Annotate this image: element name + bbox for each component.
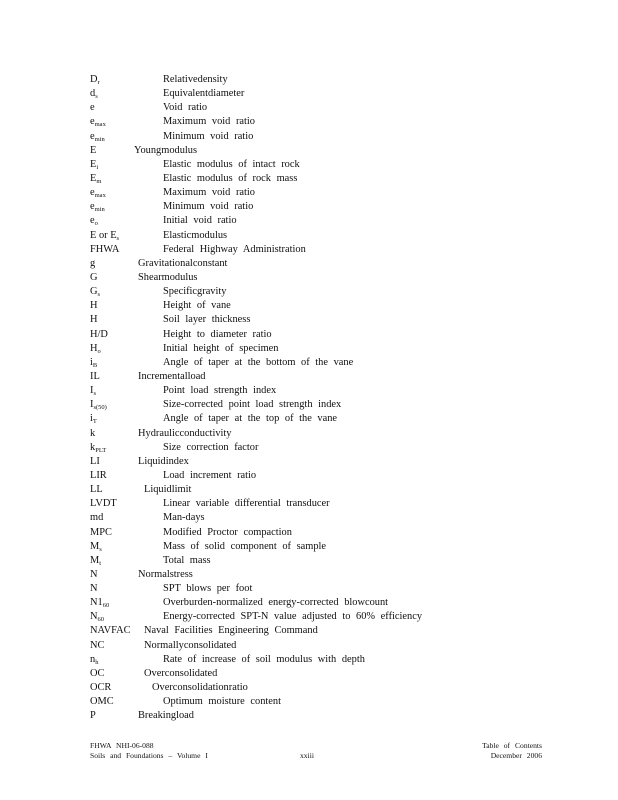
list-item: [90, 398, 550, 412]
symbol-subscript: s: [116, 234, 120, 242]
list-item: [90, 87, 550, 101]
symbol-subscript: m: [96, 177, 102, 185]
symbol-subscript: 60: [97, 616, 105, 624]
list-item: [90, 115, 550, 129]
symbol: [90, 497, 117, 511]
symbol-base: NC: [90, 639, 105, 651]
definition: Shearmodulus: [138, 271, 198, 283]
list-item: [90, 455, 550, 469]
symbol-subscript: PLT: [95, 446, 107, 454]
footer-document-id: FHWA NHI-06-088: [90, 741, 154, 750]
definition: Height of vane: [163, 300, 231, 312]
list-item: [90, 172, 550, 186]
list-item: [90, 313, 550, 327]
definition: Total mass: [163, 554, 211, 566]
symbol-base: e: [90, 201, 95, 213]
list-item: [90, 483, 550, 497]
symbol-base: H: [90, 342, 98, 354]
symbol: [90, 441, 106, 455]
symbol: [90, 596, 109, 610]
definition: Linear variable differential transducer: [163, 498, 330, 510]
list-item: [90, 370, 550, 384]
definition: Initial void ratio: [163, 215, 237, 227]
symbol: [90, 186, 106, 200]
symbol: [90, 115, 106, 129]
symbol-subscript: o: [94, 220, 98, 228]
definition: Breakingload: [138, 710, 194, 722]
symbol-base: k: [90, 427, 96, 439]
definition: Load increment ratio: [163, 469, 257, 481]
list-item: [90, 681, 550, 695]
definition: Elastic modulus of rock mass: [163, 172, 298, 184]
symbol: [90, 624, 131, 638]
list-item: [90, 101, 550, 115]
list-item: [90, 554, 550, 568]
symbol: [90, 342, 101, 356]
symbol-base: LL: [90, 484, 103, 496]
definition: Liquidindex: [138, 455, 189, 467]
symbol-base: E or E: [90, 229, 117, 241]
symbol: [90, 257, 95, 271]
list-item: [90, 384, 550, 398]
definition: Size correction factor: [163, 441, 259, 453]
symbol-base: e: [90, 187, 95, 199]
symbol: [90, 101, 95, 115]
footer-publication-title: Soils and Foundations – Volume I: [90, 751, 208, 760]
list-item: [90, 526, 550, 540]
list-item: [90, 582, 550, 596]
definition: Maximum void ratio: [163, 187, 256, 199]
definition: Mass of solid component of sample: [163, 540, 327, 552]
symbol-base: M: [90, 540, 100, 552]
symbol: [90, 158, 98, 172]
symbol: [90, 384, 96, 398]
list-item: [90, 511, 550, 525]
definition: Man-days: [163, 512, 205, 524]
symbol-base: n: [90, 653, 96, 665]
list-item: [90, 469, 550, 483]
symbol-base: P: [90, 710, 96, 722]
symbol: [90, 695, 114, 709]
definition: Normallyconsolidated: [144, 639, 237, 651]
abbreviation-list: [90, 73, 550, 723]
symbol: [90, 709, 96, 723]
definition: Modified Proctor compaction: [163, 526, 292, 538]
definition: Incrementalload: [138, 370, 206, 382]
symbol-base: k: [90, 441, 96, 453]
symbol-base: H: [90, 300, 98, 312]
symbol: [90, 653, 98, 667]
symbol-subscript: o: [97, 347, 101, 355]
list-item: [90, 568, 550, 582]
symbol-subscript: min: [94, 135, 105, 143]
symbol: [90, 568, 98, 582]
definition: Angle of taper at the bottom of the vane: [163, 356, 354, 368]
list-item: [90, 130, 550, 144]
symbol: [90, 554, 101, 568]
symbol: [90, 200, 105, 214]
definition: Void ratio: [163, 102, 208, 114]
list-item: [90, 271, 550, 285]
symbol: [90, 681, 111, 695]
definition: Naval Facilities Engineering Command: [144, 625, 318, 637]
list-item: [90, 412, 550, 426]
definition: Specificgravity: [163, 286, 227, 298]
symbol: [90, 412, 97, 426]
symbol-base: LIR: [90, 469, 107, 481]
list-item: [90, 158, 550, 172]
symbol-base: OMC: [90, 696, 114, 708]
list-item: [90, 624, 550, 638]
symbol: [90, 511, 103, 525]
definition: Elastic modulus of intact rock: [163, 158, 300, 170]
symbol-base: I: [90, 385, 94, 397]
symbol: [90, 455, 100, 469]
symbol-subscript: i: [96, 163, 99, 171]
list-item: [90, 328, 550, 342]
symbol: [90, 639, 104, 653]
list-item: [90, 299, 550, 313]
symbol: [90, 427, 95, 441]
definition: Energy-corrected SPT-N value adjusted to 60% efficiency: [163, 611, 423, 623]
definition: Gravitationalconstant: [138, 257, 228, 269]
list-item: [90, 427, 550, 441]
footer-page-number: xxiii: [300, 751, 314, 760]
symbol-base: N: [90, 583, 98, 595]
definition: Overconsolidationratio: [152, 682, 248, 694]
symbol-base: OC: [90, 667, 105, 679]
symbol-subscript: s(50): [93, 404, 107, 412]
symbol: [90, 313, 98, 327]
definition: Youngmodulus: [134, 144, 198, 156]
list-item: [90, 229, 550, 243]
symbol-base: E: [90, 158, 97, 170]
symbol-base: d: [90, 88, 96, 100]
symbol-subscript: r: [97, 79, 100, 86]
symbol-subscript: max: [94, 121, 106, 129]
symbol-subscript: T: [92, 418, 97, 426]
symbol: [90, 73, 100, 87]
symbol-base: i: [90, 413, 93, 425]
symbol-base: i: [90, 356, 93, 368]
symbol-base: LI: [90, 455, 100, 467]
definition: Size-corrected point load strength index: [163, 399, 342, 411]
symbol-base: e: [90, 102, 95, 114]
list-item: [90, 144, 550, 158]
symbol: [90, 172, 101, 186]
symbol-base: E: [90, 144, 97, 156]
symbol: [90, 214, 98, 228]
definition: Soil layer thickness: [163, 314, 251, 326]
list-item: [90, 653, 550, 667]
list-item: [90, 709, 550, 723]
symbol-subscript: s: [93, 390, 96, 398]
symbol: [90, 285, 100, 299]
list-item: [90, 667, 550, 681]
list-item: [90, 356, 550, 370]
symbol-subscript: max: [94, 192, 106, 200]
symbol-base: H/D: [90, 328, 108, 340]
symbol-base: E: [90, 172, 97, 184]
list-item: [90, 186, 550, 200]
list-item: [90, 73, 550, 87]
symbol-base: MPC: [90, 526, 112, 538]
definition: Height to diameter ratio: [163, 328, 272, 340]
symbol-base: FHWA: [90, 243, 120, 255]
symbol-base: md: [90, 512, 104, 524]
definition: Equivalentdiameter: [163, 88, 245, 100]
list-item: [90, 695, 550, 709]
definition: SPT blows per foot: [163, 583, 253, 595]
footer-date: December 2006: [490, 751, 542, 760]
symbol: [90, 328, 108, 342]
list-item: [90, 200, 550, 214]
footer-section-title: Table of Contents: [482, 741, 542, 750]
symbol-base: e: [90, 130, 95, 142]
definition: Overburden-normalized energy-corrected blowcount: [163, 597, 389, 609]
list-item: [90, 497, 550, 511]
definition: Elasticmodulus: [163, 229, 228, 241]
symbol-subscript: s: [99, 545, 102, 553]
list-item: [90, 214, 550, 228]
symbol: [90, 610, 104, 624]
symbol-subscript: s: [95, 93, 98, 101]
list-item: [90, 596, 550, 610]
list-item: [90, 639, 550, 653]
symbol: [90, 582, 98, 596]
definition: Minimum void ratio: [163, 201, 254, 213]
list-item: [90, 342, 550, 356]
symbol: [90, 130, 105, 144]
symbol: [90, 526, 112, 540]
symbol-base: LVDT: [90, 498, 117, 510]
symbol-base: NAVFAC: [90, 625, 131, 637]
definition: Initial height of specimen: [163, 342, 279, 354]
symbol-base: G: [90, 271, 98, 283]
symbol-base: M: [90, 554, 100, 566]
definition: Point load strength index: [163, 385, 277, 397]
definition: Hydraulicconductivity: [138, 427, 232, 439]
symbol-base: N: [90, 568, 98, 580]
symbol-base: H: [90, 314, 98, 326]
symbol: [90, 87, 98, 101]
symbol-subscript: s: [97, 291, 101, 299]
symbol: [90, 144, 96, 158]
list-item: [90, 285, 550, 299]
definition: Relativedensity: [163, 74, 228, 85]
list-item: [90, 441, 550, 455]
definition: Rate of increase of soil modulus with depth: [163, 653, 365, 665]
symbol-base: D: [90, 74, 98, 85]
definition: Federal Highway Administration: [163, 243, 306, 255]
symbol-base: IL: [90, 370, 100, 382]
symbol: [90, 398, 107, 412]
definition: Liquidlimit: [144, 484, 192, 496]
symbol-base: I: [90, 399, 94, 411]
symbol: [90, 243, 119, 257]
definition: Maximum void ratio: [163, 116, 256, 128]
symbol: [90, 469, 107, 483]
symbol-subscript: min: [94, 206, 105, 214]
symbol-subscript: h: [95, 658, 99, 666]
symbol-base: N: [90, 611, 98, 623]
definition: Minimum void ratio: [163, 130, 254, 142]
list-item: [90, 243, 550, 257]
symbol-base: N1: [90, 597, 103, 609]
symbol: [90, 667, 104, 681]
symbol: [90, 370, 100, 384]
definition: Angle of taper at the top of the vane: [163, 413, 338, 425]
symbol-subscript: 60: [102, 602, 110, 610]
symbol-base: g: [90, 257, 96, 269]
symbol-subscript: t: [99, 559, 102, 567]
symbol-subscript: B: [92, 361, 98, 369]
symbol: [90, 540, 102, 554]
symbol: [90, 271, 98, 285]
symbol: [90, 229, 119, 243]
symbol-base: G: [90, 286, 98, 298]
symbol: [90, 356, 97, 370]
list-item: [90, 257, 550, 271]
list-item: [90, 540, 550, 554]
symbol: [90, 483, 103, 497]
symbol-base: e: [90, 215, 95, 227]
page-footer: [90, 741, 542, 761]
definition: Optimum moisture content: [163, 696, 281, 708]
symbol-base: OCR: [90, 682, 112, 694]
symbol: [90, 299, 98, 313]
symbol-base: e: [90, 116, 95, 128]
definition: Overconsolidated: [144, 667, 218, 679]
list-item: [90, 610, 550, 624]
definition: Normalstress: [138, 568, 193, 580]
